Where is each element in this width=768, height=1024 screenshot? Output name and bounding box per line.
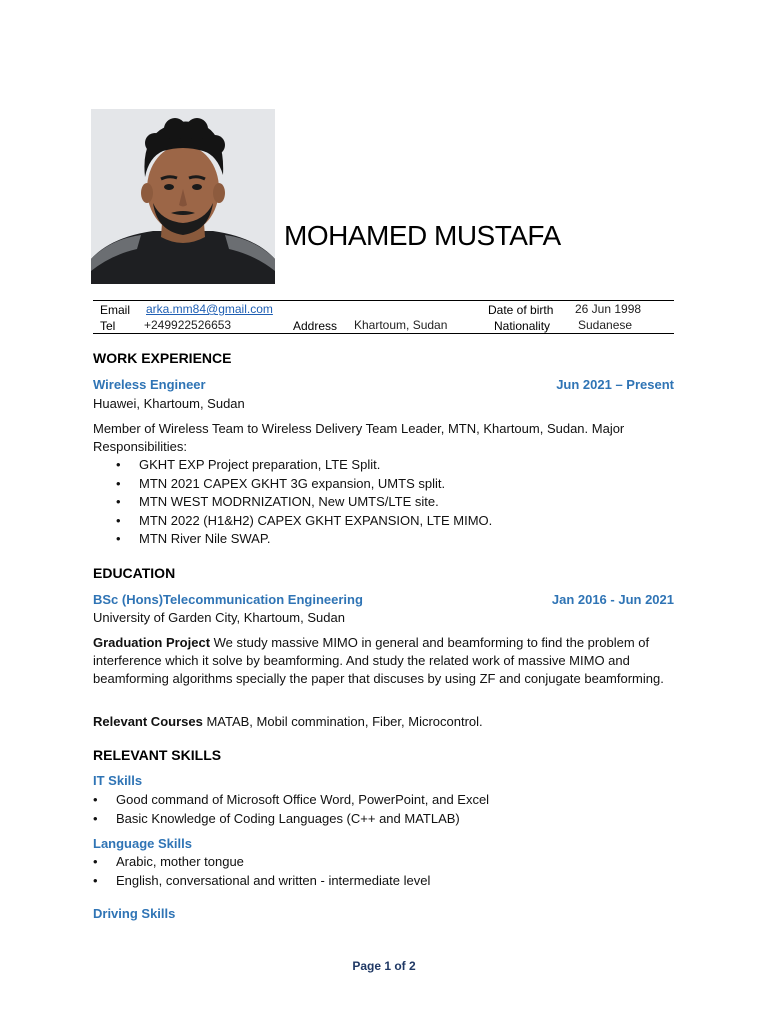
degree-date: Jan 2016 - Jun 2021 — [551, 592, 674, 607]
job-summary: Member of Wireless Team to Wireless Delivery Team Leader, MTN, Khartoum, Sudan. Major Responsibilities: — [93, 421, 625, 454]
candidate-name: MOHAMED MUSTAFA — [284, 220, 561, 251]
relevant-courses-text: MATAB, Mobil commination, Fiber, Microcontrol. — [202, 714, 483, 729]
job-company: Huawei, Khartoum, Sudan — [93, 396, 245, 411]
dob-label: Date of birth — [488, 303, 554, 317]
education-heading: EDUCATION — [93, 565, 176, 581]
language-skills-list — [93, 853, 430, 890]
graduation-project-text: We study massive MIMO in general and beamforming to find the problem of interference which it solve by beamforming. And study the related work of massive MIMO and beamforming algorithms specially the paper that discuses by using ZF and conjugate beamforming. — [93, 635, 664, 686]
tel-label: Tel — [100, 319, 116, 333]
list-item: • Basic Knowledge of Coding Languages (C++ and MATLAB) — [93, 810, 489, 829]
email-link[interactable]: arka.mm84@gmail.com — [146, 302, 273, 316]
relevant-skills-heading: RELEVANT SKILLS — [93, 747, 222, 763]
nationality-label: Nationality — [494, 319, 551, 333]
school-name: University of Garden City, Khartoum, Sudan — [93, 610, 345, 625]
page-number: Page 1 of 2 — [352, 959, 416, 973]
list-item: • English, conversational and written - intermediate level — [93, 872, 430, 891]
tel-value: +249922526653 — [144, 318, 232, 332]
email-label: Email — [100, 303, 131, 317]
job-date: Jun 2021 – Present — [556, 377, 674, 392]
graduation-project-label: Graduation Project — [93, 635, 211, 650]
profile-photo — [91, 109, 275, 284]
list-item: • MTN WEST MODRNIZATION, New UMTS/LTE site. — [116, 493, 492, 512]
job-responsibilities-list — [116, 456, 492, 549]
list-item: • MTN 2022 (H1&H2) CAPEX GKHT EXPANSION, LTE MIMO. — [116, 512, 492, 531]
nationality-value: Sudanese — [578, 318, 633, 332]
dob-value: 26 Jun 1998 — [575, 302, 642, 316]
list-item: • MTN 2021 CAPEX GKHT 3G expansion, UMTS split. — [116, 475, 492, 494]
list-item: • GKHT EXP Project preparation, LTE Split. — [116, 456, 492, 475]
address-value: Khartoum, Sudan — [354, 318, 448, 332]
job-title: Wireless Engineer — [93, 377, 206, 392]
list-item: • Good command of Microsoft Office Word, PowerPoint, and Excel — [93, 791, 489, 810]
it-skills-title: IT Skills — [93, 773, 143, 788]
relevant-courses-label: Relevant Courses — [93, 714, 203, 729]
list-item: • MTN River Nile SWAP. — [116, 530, 492, 549]
driving-skills-title: Driving Skills — [93, 906, 176, 921]
work-experience-heading: WORK EXPERIENCE — [93, 350, 232, 366]
address-label: Address — [293, 319, 338, 333]
contact-info-band — [93, 300, 674, 334]
graduation-project — [93, 634, 675, 688]
language-skills-title: Language Skills — [93, 836, 192, 851]
list-item: • Arabic, mother tongue — [93, 853, 430, 872]
it-skills-list — [93, 791, 489, 828]
relevant-courses — [93, 713, 675, 731]
degree-title: BSc (Hons)Telecommunication Engineering — [93, 592, 363, 607]
